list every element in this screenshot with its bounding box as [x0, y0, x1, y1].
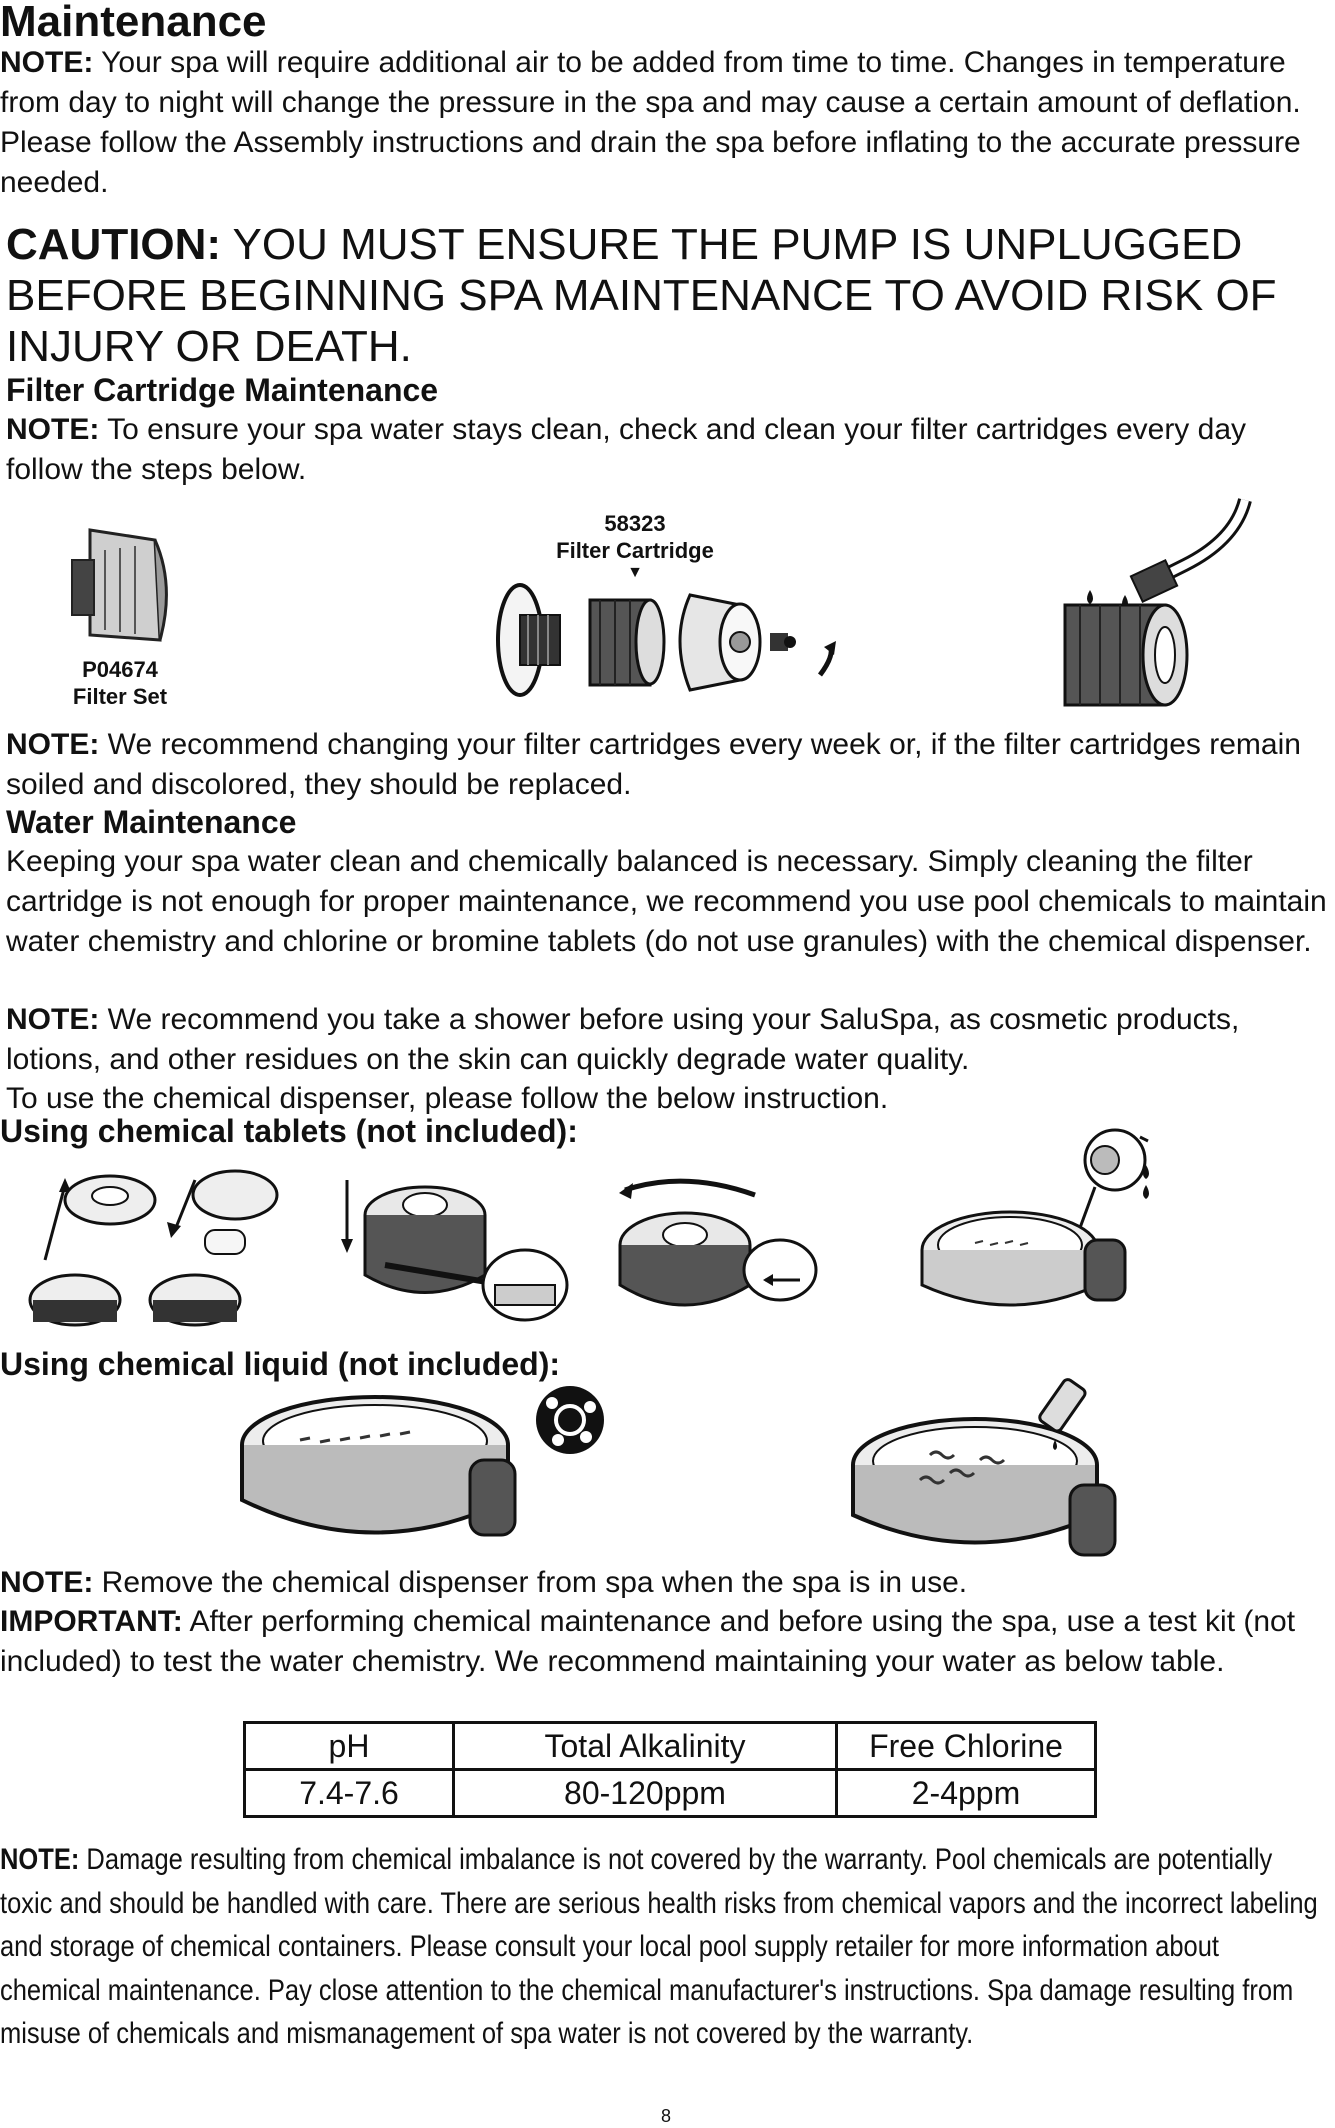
warranty-note-text: Damage resulting from chemical imbalance is not covered by the warranty. Pool chemicals are potentially toxic and should be handled with care. There are serious health risks from chemical vapors and the incorrect labeling and storage of chemical containers. Please consult your local pool supply retailer for more information about chemical maintenance. Pay close attention to the chemical manufacturer's instructions. Spa damage resulting from misuse of chemicals and mismanagement of spa water is not covered by the warranty.: [0, 1843, 1318, 2050]
intro-note-text: Your spa will require additional air to be added from time to time. Changes in temperature from day to night will change the pressure in the spa and may cause a certain amount of deflation. Please follow the Assembly instructions and drain the spa before inflating to the accurate pressure needed.: [0, 46, 1301, 199]
remove-dispenser-note: [0, 1563, 1330, 1603]
tablets-step2-illustration: [335, 1175, 575, 1330]
table-cell-ph: 7.4-7.6: [245, 1770, 454, 1817]
table-cell-alkalinity: 80-120ppm: [454, 1770, 837, 1817]
filter-set-name: Filter Set: [72, 684, 168, 709]
filter-cartridge-name: Filter Cartridge: [556, 538, 714, 563]
intro-note-label: NOTE:: [0, 46, 94, 79]
filter-replace-note-label: NOTE:: [6, 728, 100, 761]
filter-cartridge-code: 58323: [604, 511, 666, 536]
liquid-step2-illustration: [850, 1365, 1140, 1560]
liquid-step1-illustration: [240, 1385, 610, 1565]
table-header-ph: pH: [245, 1723, 454, 1770]
filter-note: [6, 410, 1326, 490]
tablets-step4-illustration: [920, 1125, 1180, 1320]
intro-note: [0, 43, 1330, 203]
filter-heading: Filter Cartridge Maintenance: [6, 372, 439, 408]
water-note-text: We recommend you take a shower before using your SaluSpa, as cosmetic products, lotions, and other residues on the skin can quickly degrade water quality.: [6, 1003, 1240, 1076]
page-number: 8: [661, 2106, 672, 2126]
water-heading: Water Maintenance: [6, 804, 297, 840]
remove-dispenser-note-label: NOTE:: [0, 1566, 94, 1599]
dispenser-instruction: To use the chemical dispenser, please follow the below instruction.: [6, 1082, 889, 1115]
filter-note-text: To ensure your spa water stays clean, check and clean your filter cartridges every day follow the steps below.: [6, 413, 1247, 486]
important-note-label: IMPORTANT:: [0, 1605, 183, 1638]
filter-set-code: P04674: [82, 657, 158, 682]
filter-disassembly-illustration: [490, 575, 850, 705]
water-note-label: NOTE:: [6, 1003, 100, 1036]
tablets-step1-illustration: [15, 1160, 285, 1335]
warranty-note: [0, 1838, 1326, 2056]
filter-cartridge-caption: [540, 510, 730, 582]
page-title: Maintenance: [0, 0, 267, 46]
caution-warning: [6, 219, 1331, 372]
table-header-alkalinity: Total Alkalinity: [454, 1723, 837, 1770]
down-arrow-icon: ▼: [627, 564, 643, 581]
tablets-step3-illustration: [605, 1175, 820, 1325]
water-note: [6, 1000, 1326, 1080]
water-chemistry-table: [243, 1721, 1097, 1818]
table-cell-chlorine: 2-4ppm: [837, 1770, 1096, 1817]
warranty-note-label: NOTE:: [0, 1843, 80, 1876]
filter-replace-note: [6, 725, 1306, 805]
remove-dispenser-note-text: Remove the chemical dispenser from spa when the spa is in use.: [101, 1566, 968, 1599]
caution-label: CAUTION:: [6, 220, 222, 269]
table-header-chlorine: Free Chlorine: [837, 1723, 1096, 1770]
important-note-text: After performing chemical maintenance and before using the spa, use a test kit (not included) to test the water chemistry. We recommend maintaining your water as below table.: [0, 1605, 1296, 1678]
water-text: Keeping your spa water clean and chemically balanced is necessary. Simply cleaning the filter cartridge is not enough for proper maintenance, we recommend you use pool chemicals to maintain water chemistry and chlorine or bromine tablets (do not use granules) with the chemical dispenser.: [6, 845, 1327, 958]
filter-replace-note-text: We recommend changing your filter cartridges every week or, if the filter cartridges remain soiled and discolored, they should be replaced.: [6, 728, 1301, 801]
filter-set-caption: [55, 656, 185, 710]
caution-text: YOU MUST ENSURE THE PUMP IS UNPLUGGED BEFORE BEGINNING SPA MAINTENANCE TO AVOID RISK OF INJURY OR DEATH.: [6, 220, 1277, 371]
filter-set-illustration: [60, 520, 180, 655]
tablets-heading: Using chemical tablets (not included):: [0, 1113, 578, 1149]
table-header-row: [245, 1723, 1096, 1770]
filter-rinse-illustration: [1065, 495, 1255, 710]
liquid-heading: Using chemical liquid (not included):: [0, 1346, 561, 1382]
important-note: [0, 1602, 1330, 1682]
table-row: [245, 1770, 1096, 1817]
filter-note-label: NOTE:: [6, 413, 100, 446]
